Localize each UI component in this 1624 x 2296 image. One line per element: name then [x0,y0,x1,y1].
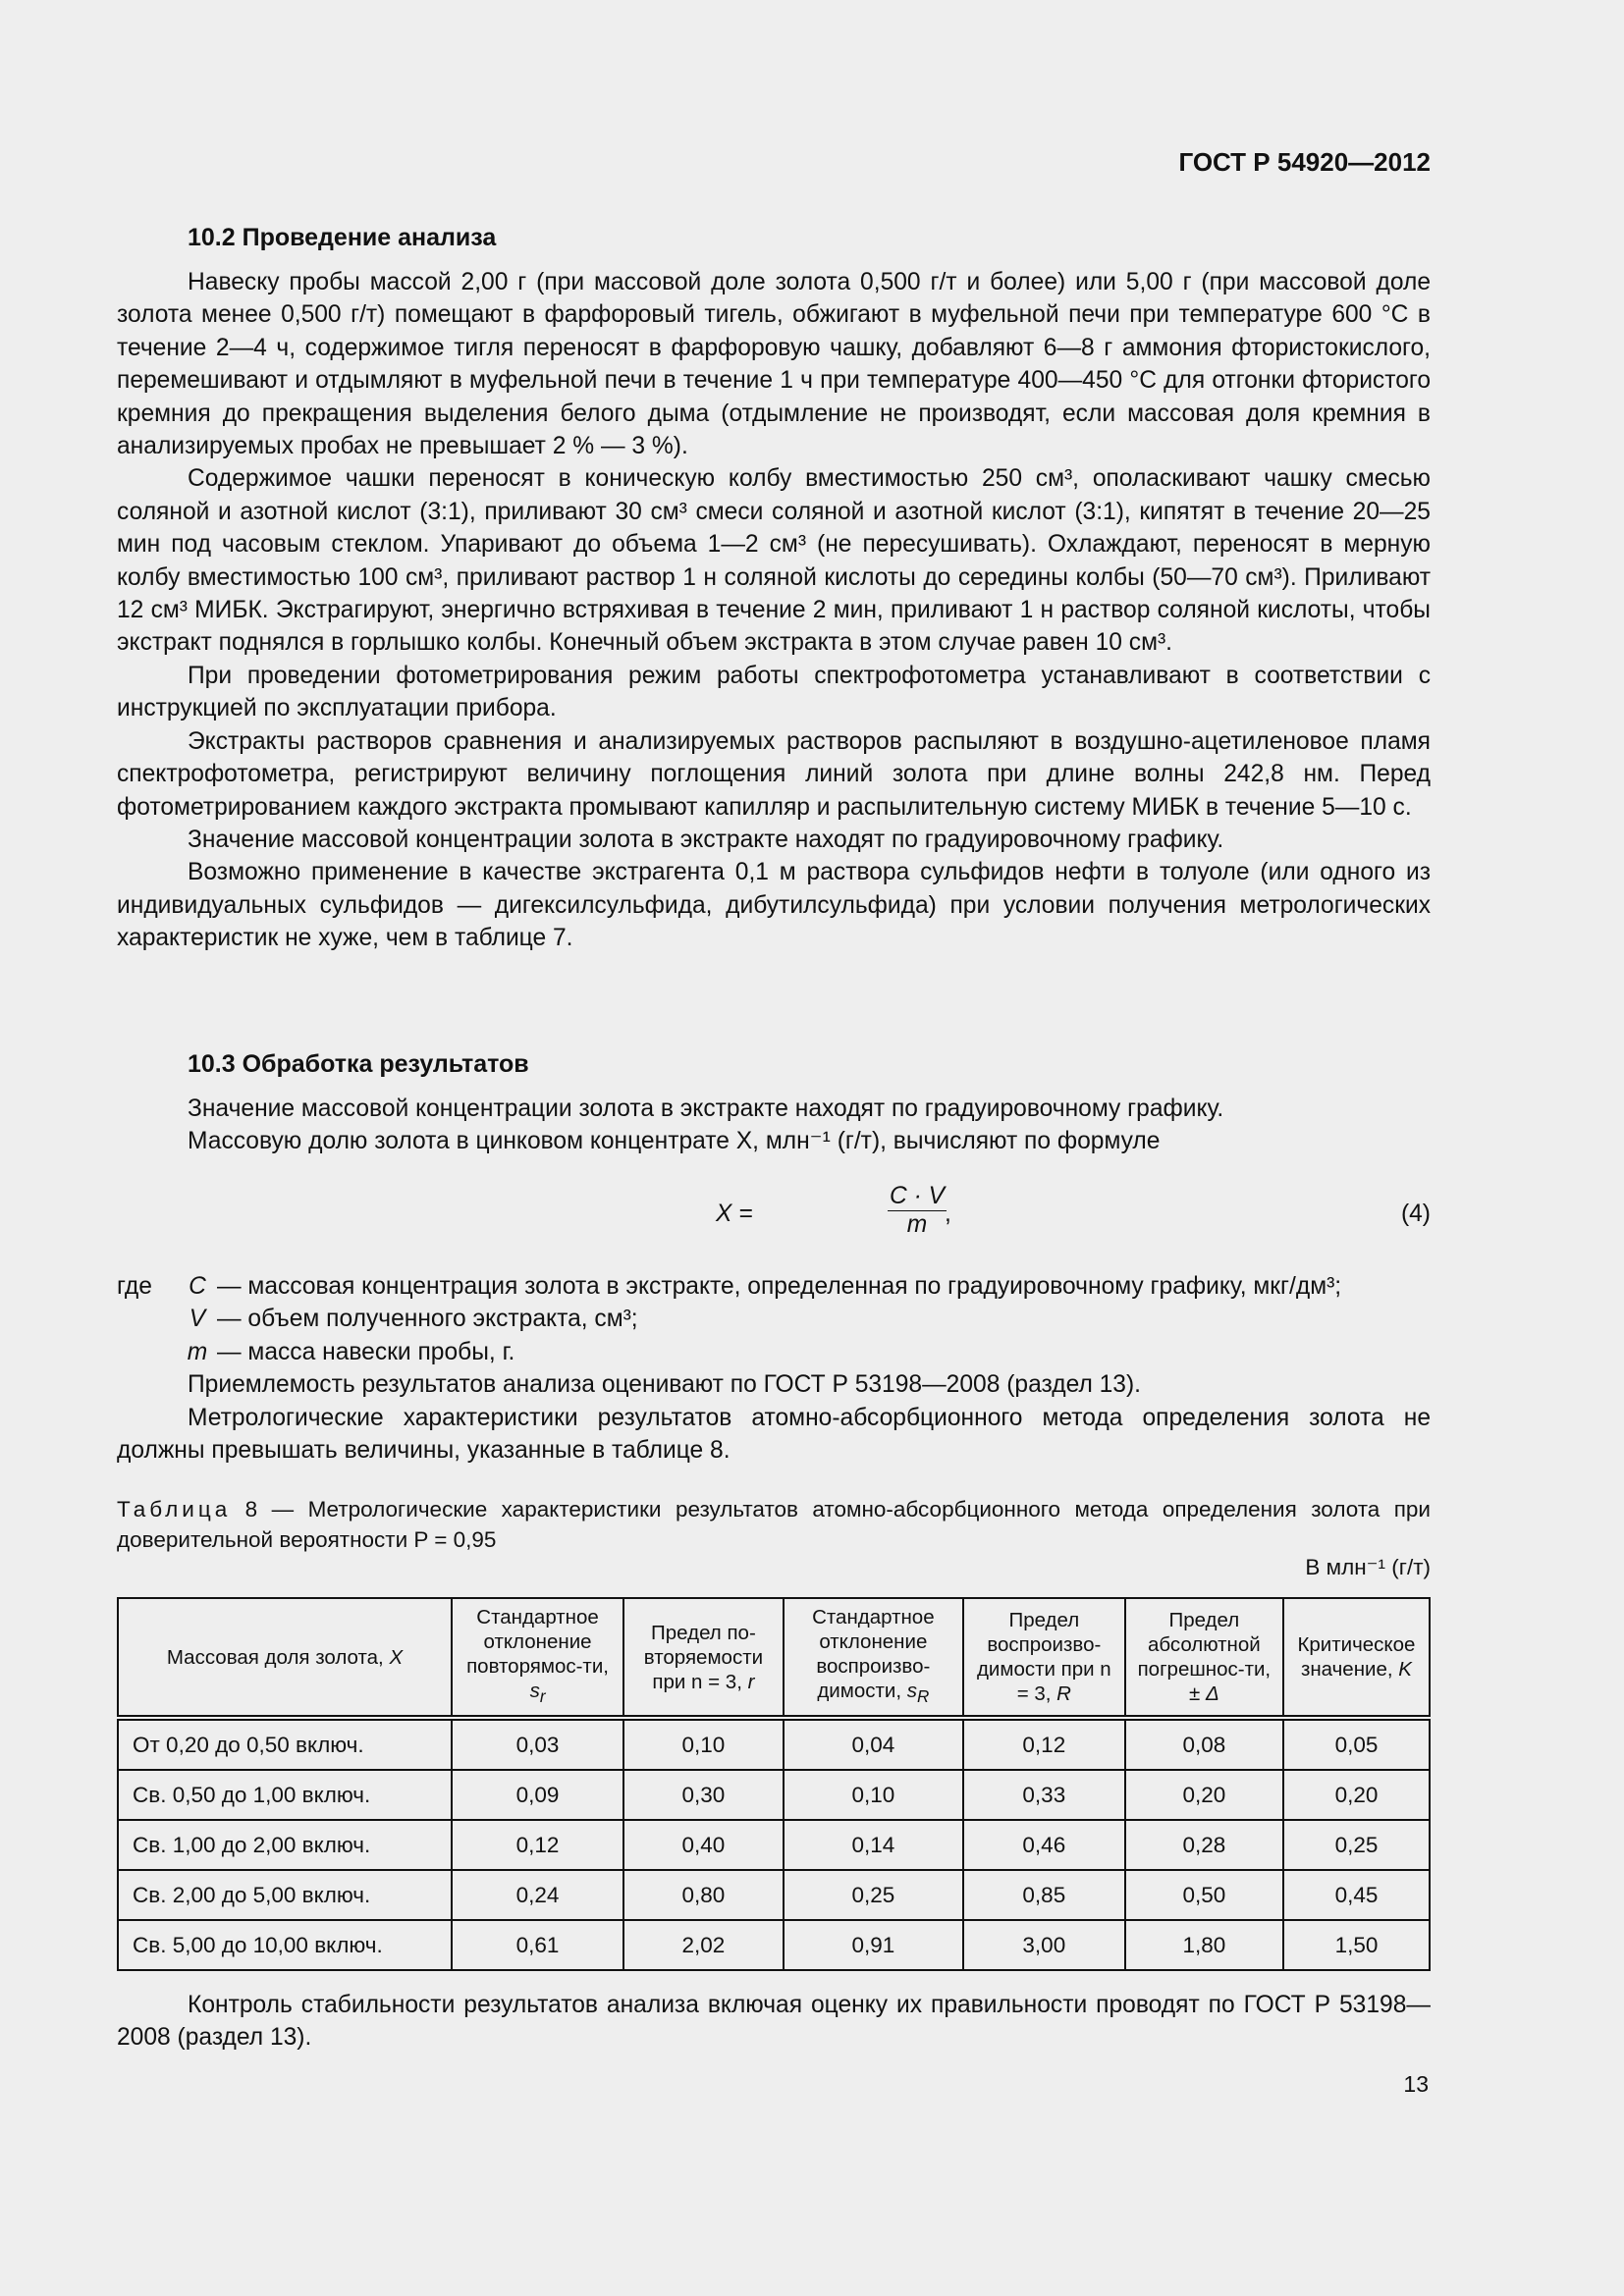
section-heading: 10.3 Обработка результатов [188,1050,529,1078]
symbol: C [189,1273,206,1300]
column-header [784,1598,963,1718]
value-cell: 0,12 [452,1820,623,1870]
table-caption-text: 8 — Метрологические характеристики результатов атомно-абсорбционного метода определения золота при доверительной вероятности P = 0,95 [117,1497,1431,1552]
value-cell: 0,09 [452,1770,623,1820]
value-cell: 0,40 [623,1820,784,1870]
table-body [118,1718,1430,1970]
row-label-cell: Св. 0,50 до 1,00 включ. [118,1770,452,1820]
value-cell: 0,03 [452,1718,623,1770]
column-header-symbol: Δ [1205,1682,1219,1705]
table-header-row [118,1598,1430,1718]
table-row [118,1770,1430,1820]
table-row [118,1820,1430,1870]
section-10-3 [117,1050,1431,1158]
page-number: 13 [1403,2071,1429,2097]
value-cell: 0,25 [1283,1820,1430,1870]
column-header [1283,1598,1430,1718]
paragraph: При проведении фотометрирования режим работы спектрофотометра устанавливают в соответствии с инструкцией по эксплуатации прибора. [117,662,1431,722]
formula-comma: , [945,1201,951,1227]
value-cell: 0,05 [1283,1718,1430,1770]
value-cell: 0,50 [1125,1870,1283,1920]
paragraph: Значение массовой концентрации золота в экстракте находят по градуировочному графику. [188,1095,1224,1122]
value-cell: 0,25 [784,1870,963,1920]
table-caption [117,1494,1431,1555]
paragraph: Массовую долю золота в цинковом концентрате X, млн⁻¹ (г/т), вычисляют по формуле [188,1128,1161,1155]
value-cell: 0,45 [1283,1870,1430,1920]
column-header-symbol: s [529,1679,540,1702]
value-cell: 0,28 [1125,1820,1283,1870]
row-label-cell: Св. 5,00 до 10,00 включ. [118,1920,452,1970]
column-header-subscript: r [539,1687,546,1707]
paragraph: Контроль стабильности результатов анализа включая оценку их правильности проводят по ГОСТ Р 53198—2008 (раздел 13). [117,1992,1431,2052]
column-header-text: Предел воспроизво-димости при n = 3, [976,1609,1111,1705]
column-header-subscript: R [916,1687,930,1707]
paragraph: Содержимое чашки переносят в коническую колбу вместимостью 250 см³, ополаскивают чашку смесью соляной и азотной кислот (3:1), приливают 30 см³ смеси соляной и азотной кислот (3:1), кипятят в течение 20—25 мин под часовым стеклом. Упаривают до объема 1—2 см³ (не пересушивать). Охлаждают, переносят в мерную колбу вместимостью 100 см³, приливают раствор 1 н соляной кислоты до середины колбы (50—70 см³). Приливают 12 см³ МИБК. Экстрагируют, энергично встряхивая в течение 2 мин, приливают 1 н раствор соляной кислоты, чтобы экстракт поднялся в горлышко колбы. Конечный объем экстракта в этом случае равен 10 см³. [117,465,1431,657]
table-row [118,1870,1430,1920]
value-cell: 3,00 [963,1920,1125,1970]
column-header [963,1598,1125,1718]
table-row [118,1718,1430,1770]
value-cell: 1,50 [1283,1920,1430,1970]
column-header-symbol: K [1398,1658,1412,1681]
value-cell: 0,61 [452,1920,623,1970]
value-cell: 0,85 [963,1870,1125,1920]
table-caption-label: Таблица [117,1497,232,1522]
column-header-text: Массовая доля золота, [166,1645,390,1669]
paragraph: Метрологические характеристики результатов атомно-абсорбционного метода определения золота не должны превышать величины, указанные в таблице 8. [117,1404,1431,1465]
column-header [118,1598,452,1718]
symbol-description: — массовая концентрация золота в экстракте, определенная по градуировочному графику, мкг/дм³; [217,1273,1342,1300]
closing-block [117,1989,1431,2055]
value-cell: 0,14 [784,1820,963,1870]
formula-legend [117,1270,1431,1467]
row-label-cell: От 0,20 до 0,50 включ. [118,1718,452,1770]
column-header [1125,1598,1283,1718]
column-header-text: Критическое значение, [1297,1633,1416,1681]
value-cell: 0,20 [1125,1770,1283,1820]
paragraph: Значение массовой концентрации золота в экстракте находят по градуировочному графику. [188,826,1224,853]
value-cell: 0,80 [623,1870,784,1920]
value-cell: 0,30 [623,1770,784,1820]
value-cell: 0,20 [1283,1770,1430,1820]
formula-number: (4) [1400,1201,1431,1227]
table-units: В млн⁻¹ (г/т) [1305,1555,1431,1579]
document-code-header: ГОСТ Р 54920—2012 [1178,147,1431,177]
paragraph: Навеску пробы массой 2,00 г (при массовой доле золота 0,500 г/т и более) или 5,00 г (при массовой доле золота менее 0,500 г/т) помещают в фарфоровый тигель, обжигают в муфельной печи при температуре 600 °С в течение 2—4 ч, содержимое тигля переносят в фарфоровую чашку, добавляют 6—8 г аммония фтористокислого, перемешивают и отдымляют в муфельной печи в течение 1 ч при температуре 400—450 °С для отгонки фтористого кремния до прекращения выделения белого дыма (отдымление не производят, если массовая доля кремния в анализируемых пробах не превышает 2 % — 3 %). [117,269,1431,460]
formula-numerator: C · V [890,1183,946,1209]
column-header-text: Предел по-вторяемости при n = 3, [643,1621,764,1693]
where-label: где [117,1273,152,1300]
column-header-symbol: s [906,1679,917,1702]
table-row [118,1920,1430,1970]
value-cell: 0,24 [452,1870,623,1920]
value-cell: 0,91 [784,1920,963,1970]
symbol: V [189,1306,206,1333]
value-cell: 0,04 [784,1718,963,1770]
symbol-description: — масса навески пробы, г. [217,1338,515,1365]
value-cell: 0,12 [963,1718,1125,1770]
column-header-symbol: R [1056,1682,1071,1705]
value-cell: 1,80 [1125,1920,1283,1970]
paragraph: Приемлемость результатов анализа оценивают по ГОСТ Р 53198—2008 (раздел 13). [188,1371,1142,1399]
value-cell: 0,33 [963,1770,1125,1820]
value-cell: 0,08 [1125,1718,1283,1770]
value-cell: 0,46 [963,1820,1125,1870]
formula-denominator: m [906,1211,928,1238]
paragraph: Возможно применение в качестве экстрагента 0,1 м раствора сульфидов нефти в толуоле (или одного из индивидуальных сульфидов — дигексилсульфида, дибутилсульфида) при условии получения метрологических характеристик не хуже, чем в таблице 7. [117,859,1431,952]
metrology-table [117,1597,1431,1971]
section-heading: 10.2 Проведение анализа [188,224,497,251]
paragraph: Экстракты растворов сравнения и анализируемых растворов распыляют в воздушно-ацетиленовое пламя спектрофотометра, регистрируют величину поглощения линий золота при длине волны 242,8 нм. Перед фотометрированием каждого экстракта промывают капилляр и распылительную систему МИБК в течение 5—10 с. [117,727,1431,821]
column-header-symbol: X [389,1645,404,1669]
formula-fraction [888,1183,947,1239]
column-header-text: Стандартное отклонение повторямос-ти, [466,1605,609,1678]
section-10-2 [117,224,1431,955]
column-header [452,1598,623,1718]
formula-4 [117,1183,1431,1252]
column-header [623,1598,784,1718]
value-cell: 0,10 [623,1718,784,1770]
value-cell: 0,10 [784,1770,963,1820]
row-label-cell: Св. 2,00 до 5,00 включ. [118,1870,452,1920]
row-label-cell: Св. 1,00 до 2,00 включ. [118,1820,452,1870]
column-header-text: Стандартное отклонение воспроизво-димости, [812,1605,935,1702]
value-cell: 2,02 [623,1920,784,1970]
column-header-symbol: r [747,1670,755,1693]
formula-lhs: X = [716,1201,753,1227]
symbol-description: — объем полученного экстракта, см³; [217,1306,638,1333]
column-header-text: Предел абсолютной погрешнос-ти, ± [1137,1609,1272,1705]
symbol: m [187,1338,208,1365]
